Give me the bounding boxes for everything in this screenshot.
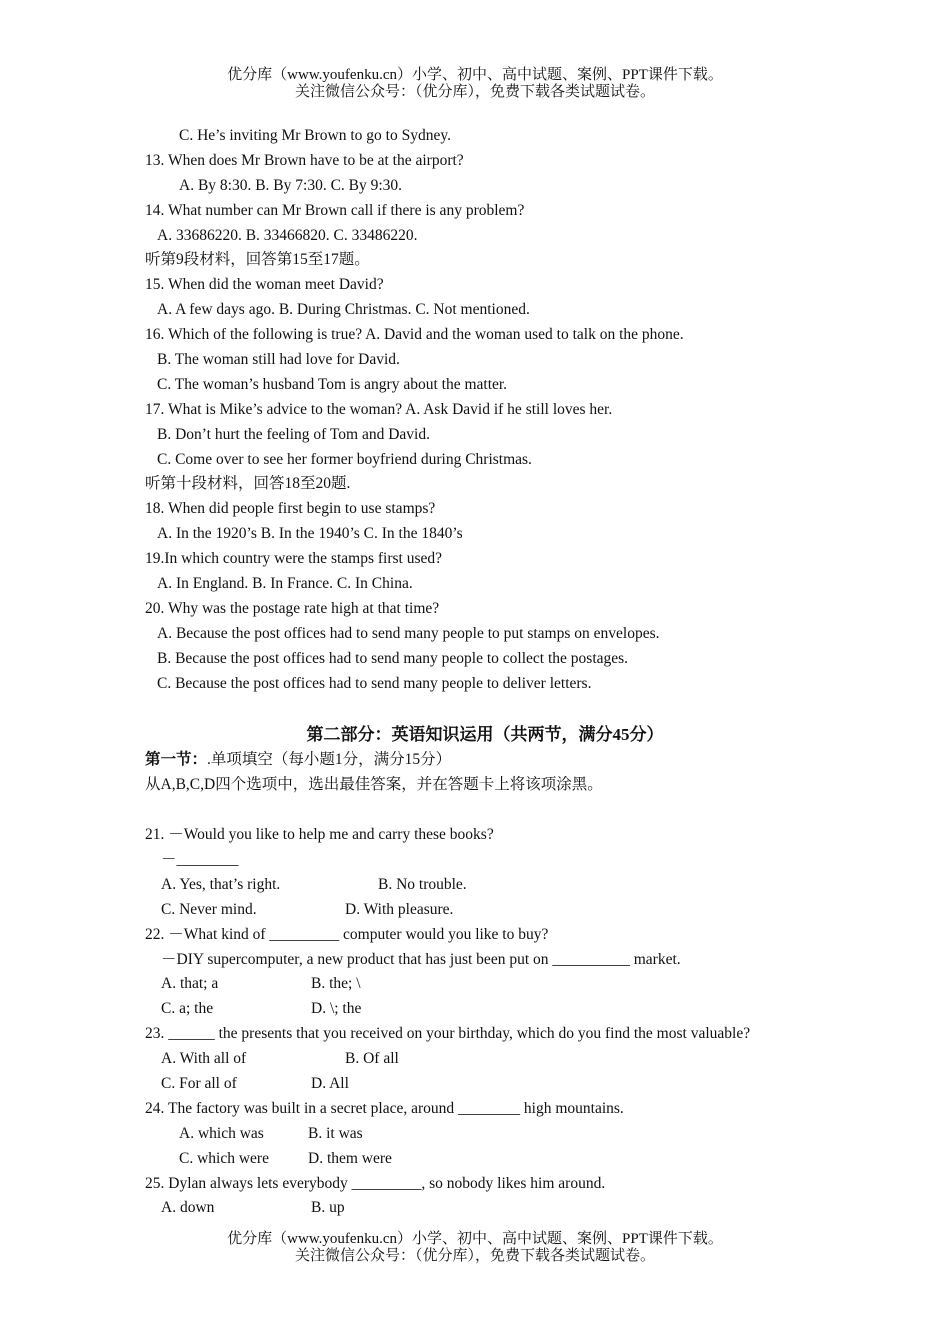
section-1-label: 第一节： — [145, 751, 208, 769]
q16-option-b: B. The woman still had love for David. — [157, 351, 400, 369]
q24-options-row-1 — [145, 1122, 825, 1147]
q23-options-row-1 — [145, 1047, 825, 1072]
section-1-heading — [145, 748, 825, 773]
q18-stem: 18. When did people first begin to use stamps? — [145, 500, 436, 518]
q15-stem: 15. When did the woman meet David? — [145, 276, 384, 294]
q16-stem: 16. Which of the following is true? A. David and the woman used to talk on the phone. — [145, 326, 684, 344]
q25-option-a: A. down — [161, 1199, 215, 1217]
q22-options-row-1 — [145, 972, 825, 997]
page-footer — [0, 1231, 950, 1265]
q21-stem: 21. －Would you like to help me and carry these books? — [145, 826, 494, 844]
q23-option-c: C. For all of — [161, 1074, 237, 1092]
q24-option-a: A. which was — [179, 1124, 264, 1142]
q25-option-b: B. up — [311, 1199, 345, 1217]
footer-line-2: 关注微信公众号：（优分库），免费下载各类试题试卷。 — [294, 1248, 655, 1264]
q23-stem: 23. ______ the presents that you received on your birthday, which do you find the most valuable? — [145, 1025, 751, 1043]
q22-option-c: C. a; the — [161, 1000, 214, 1018]
q22-option-b: B. the; \ — [311, 975, 361, 993]
q24-option-b: B. it was — [308, 1124, 363, 1142]
q23-option-b: B. Of all — [345, 1050, 399, 1068]
q23-option-d: D. All — [311, 1074, 349, 1092]
part-2-title: 第二部分：英语知识运用（共两节，满分45分） — [306, 725, 664, 745]
q19-stem: 19.In which country were the stamps first used? — [145, 550, 443, 568]
q22-reply: －DIY supercomputer, a new product that has just been put on __________ market. — [161, 950, 681, 968]
section-9-instruction: 听第9段材料，回答第15至17题。 — [145, 251, 370, 269]
q20-option-b: B. Because the post offices had to send many people to collect the postages. — [157, 649, 629, 667]
q21-option-a: A. Yes, that’s right. — [161, 875, 281, 893]
q22-stem: 22. －What kind of _________ computer would you like to buy? — [145, 925, 549, 943]
header-line-1: 优分库（www.youfenku.cn）小学、初中、高中试题、案例、PPT课件下载。 — [227, 67, 723, 83]
q13-options: A. By 8:30. B. By 7:30. C. By 9:30. — [179, 176, 403, 194]
q21-option-b: B. No trouble. — [378, 875, 467, 893]
section-10-instruction: 听第十段材料，回答18至20题. — [145, 475, 351, 493]
q24-option-d: D. them were — [308, 1149, 392, 1167]
exam-content — [145, 124, 825, 1221]
q16-option-c: C. The woman’s husband Tom is angry about the matter. — [157, 375, 508, 393]
q17-option-b: B. Don’t hurt the feeling of Tom and David. — [157, 425, 430, 443]
q17-option-c: C. Come over to see her former boyfriend during Christmas. — [157, 450, 532, 468]
page-header — [0, 67, 950, 101]
q12-option-c: C. He’s inviting Mr Brown to go to Sydney. — [179, 127, 451, 144]
part-2-instruction: 从A,B,C,D四个选项中，选出最佳答案，并在答题卡上将该项涂黑。 — [145, 776, 603, 794]
q23-option-a: A. With all of — [161, 1050, 247, 1068]
q23-options-row-2 — [145, 1072, 825, 1097]
q18-options: A. In the 1920’s B. In the 1940’s C. In the 1840’s — [157, 525, 463, 543]
footer-line-1: 优分库（www.youfenku.cn）小学、初中、高中试题、案例、PPT课件下载。 — [227, 1231, 723, 1247]
q17-stem: 17. What is Mike’s advice to the woman? A. Ask David if he still loves her. — [145, 400, 613, 418]
q19-options: A. In England. B. In France. C. In China. — [157, 575, 413, 593]
q24-option-c: C. which were — [179, 1149, 269, 1167]
q20-option-a: A. Because the post offices had to send many people to put stamps on envelopes. — [157, 624, 660, 642]
header-line-2: 关注微信公众号：（优分库），免费下载各类试题试卷。 — [294, 84, 655, 100]
q21-option-c: C. Never mind. — [161, 900, 257, 918]
q14-stem: 14. What number can Mr Brown call if there is any problem? — [145, 201, 525, 219]
section-1-description: .单项填空（每小题1分，满分15分） — [207, 751, 452, 769]
q22-options-row-2 — [145, 997, 825, 1022]
q24-options-row-2 — [145, 1147, 825, 1172]
q20-stem: 20. Why was the postage rate high at that time? — [145, 599, 440, 617]
q24-stem: 24. The factory was built in a secret place, around ________ high mountains. — [145, 1099, 624, 1117]
q21-options-row-2 — [145, 898, 825, 923]
q13-stem: 13. When does Mr Brown have to be at the airport? — [145, 151, 464, 169]
q22-option-d: D. \; the — [311, 1000, 362, 1018]
q25-stem: 25. Dylan always lets everybody _________, so nobody likes him around. — [145, 1174, 606, 1192]
q22-option-a: A. that; a — [161, 975, 219, 993]
q25-options-row-1 — [145, 1196, 825, 1221]
q14-options: A. 33686220. B. 33466820. C. 33486220. — [157, 226, 418, 244]
q20-option-c: C. Because the post offices had to send many people to deliver letters. — [157, 674, 592, 692]
q21-reply: －________ — [161, 850, 239, 868]
q21-option-d: D. With pleasure. — [345, 900, 454, 918]
q21-options-row-1 — [145, 873, 825, 898]
q15-options: A. A few days ago. B. During Christmas. C. Not mentioned. — [157, 301, 530, 319]
